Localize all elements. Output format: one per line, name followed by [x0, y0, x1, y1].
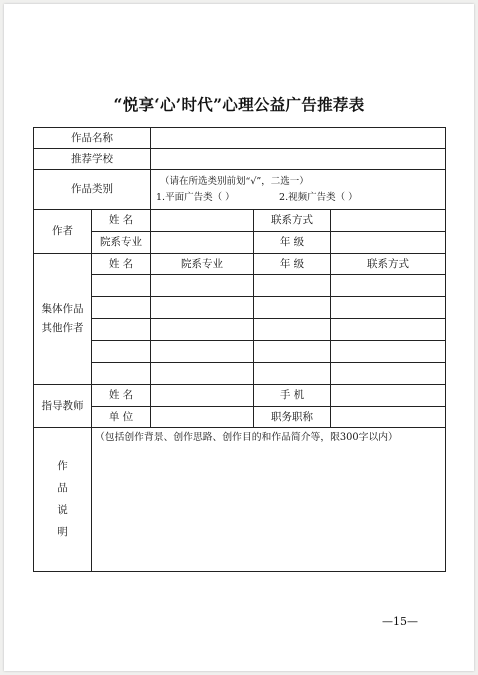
form-title: “悦享‘心’时代”心理公益广告推荐表 [113, 95, 365, 114]
author-department-field[interactable] [151, 232, 254, 254]
table-cell[interactable] [254, 341, 331, 363]
school-field[interactable] [151, 149, 446, 170]
table-cell[interactable] [151, 275, 254, 297]
table-cell[interactable] [331, 341, 446, 363]
description-label-char: 明 [57, 526, 68, 538]
advisor-label: 指导教师 [34, 385, 92, 428]
work-name-label: 作品名称 [34, 128, 151, 149]
author-grade-label: 年 级 [254, 232, 331, 254]
table-cell[interactable] [254, 363, 331, 385]
category-field[interactable] [151, 170, 446, 210]
advisor-title-label: 职务职称 [254, 407, 331, 428]
table-cell[interactable] [151, 297, 254, 319]
advisor-phone-field[interactable] [331, 385, 446, 407]
col-header-contact: 联系方式 [331, 254, 446, 275]
description-label [34, 428, 92, 572]
table-cell[interactable] [254, 297, 331, 319]
table-cell[interactable] [151, 319, 254, 341]
author-name-field[interactable] [151, 210, 254, 232]
collective-label [34, 254, 92, 385]
category-option-print[interactable]: 1.平面广告类（ ） [156, 192, 235, 203]
author-department-label: 院系专业 [92, 232, 151, 254]
description-field[interactable] [92, 428, 446, 572]
author-contact-field[interactable] [331, 210, 446, 232]
author-contact-label: 联系方式 [254, 210, 331, 232]
recommendation-form [33, 127, 446, 572]
advisor-unit-label: 单 位 [92, 407, 151, 428]
table-cell[interactable] [92, 297, 151, 319]
table-cell[interactable] [92, 363, 151, 385]
col-header-grade: 年 级 [254, 254, 331, 275]
page-number: —15— [382, 615, 418, 628]
table-cell[interactable] [331, 319, 446, 341]
author-label: 作者 [34, 210, 92, 254]
col-header-name: 姓 名 [92, 254, 151, 275]
col-header-department: 院系专业 [151, 254, 254, 275]
advisor-title-field[interactable] [331, 407, 446, 428]
table-cell[interactable] [92, 275, 151, 297]
advisor-name-field[interactable] [151, 385, 254, 407]
description-label-char: 品 [57, 482, 68, 494]
advisor-unit-field[interactable] [151, 407, 254, 428]
description-label-char: 作 [57, 460, 68, 472]
document-page [4, 4, 474, 671]
school-label: 推荐学校 [34, 149, 151, 170]
table-cell[interactable] [151, 341, 254, 363]
table-cell[interactable] [331, 297, 446, 319]
author-grade-field[interactable] [331, 232, 446, 254]
table-cell[interactable] [331, 363, 446, 385]
collective-label-line-1: 集体作品 [41, 303, 84, 315]
category-note: （请在所选类别前划“√”，二选一） [160, 176, 309, 187]
work-name-field[interactable] [151, 128, 446, 149]
advisor-phone-label: 手 机 [254, 385, 331, 407]
table-cell[interactable] [254, 275, 331, 297]
description-note: （包括创作背景、创作思路、创作目的和作品简介等，限300字以内） [95, 432, 398, 443]
description-label-char: 说 [57, 504, 68, 516]
author-name-label: 姓 名 [92, 210, 151, 232]
table-cell[interactable] [331, 275, 446, 297]
advisor-name-label: 姓 名 [92, 385, 151, 407]
table-cell[interactable] [92, 319, 151, 341]
table-cell[interactable] [254, 319, 331, 341]
table-cell[interactable] [92, 341, 151, 363]
collective-label-line-2: 其他作者 [41, 322, 84, 334]
category-option-video[interactable]: 2.视频广告类（ ） [279, 192, 358, 203]
category-label: 作品类别 [34, 170, 151, 210]
table-cell[interactable] [151, 363, 254, 385]
